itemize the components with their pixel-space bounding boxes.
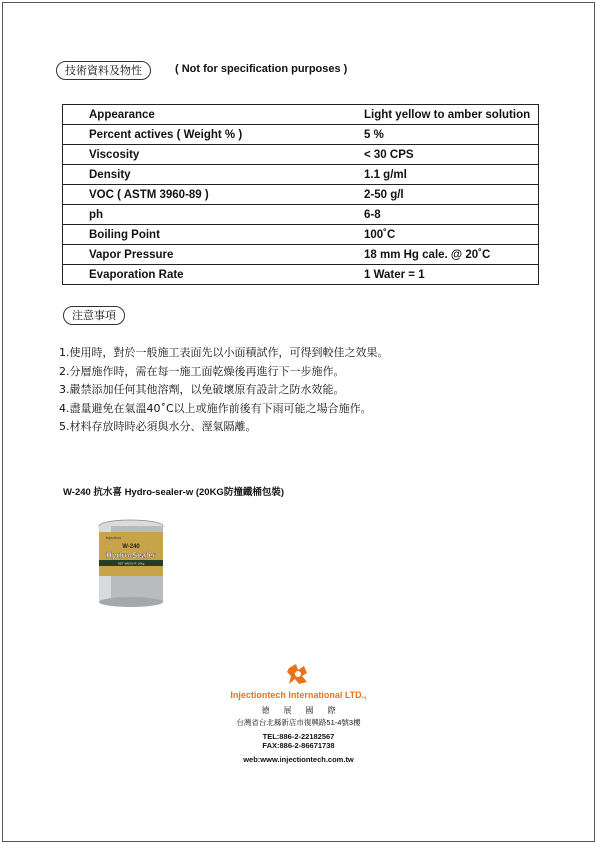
- spec-label: Appearance: [63, 105, 340, 125]
- note-item: 4.盡量避免在氣溫40˚C以上或施作前後有下雨可能之場合施作。: [59, 401, 372, 415]
- section-title: 技術資料及物性: [56, 61, 151, 80]
- spec-label: Density: [63, 165, 340, 185]
- company-name-zh: 德展國際: [261, 706, 350, 715]
- note-item: 5.材料存放時時必須與水分、溼氣隔離。: [59, 420, 257, 433]
- company-logo-icon: [285, 662, 311, 688]
- spec-value: 1.1 g/ml: [339, 165, 539, 185]
- spec-row: [63, 265, 539, 285]
- note-item: 1.使用時，對於一般施工表面先以小面積試作，可得到較佳之效果。: [59, 346, 389, 359]
- spec-value: 5 %: [339, 125, 539, 145]
- spec-value: 1 Water = 1: [339, 265, 539, 285]
- spec-label: Evaporation Rate: [63, 265, 340, 285]
- spec-value: 18 mm Hg cale. @ 20˚C: [339, 245, 539, 265]
- spec-disclaimer: ( Not for specification purposes ): [175, 63, 348, 75]
- company-website[interactable]: web:www.injectiontech.com.tw: [243, 755, 354, 764]
- notes-title: 注意事項: [63, 306, 125, 325]
- spec-label: VOC ( ASTM 3960-89 ): [63, 185, 340, 205]
- spec-label: Percent actives ( Weight % ): [63, 125, 340, 145]
- spec-value: 100˚C: [339, 225, 539, 245]
- note-item: 3.嚴禁添加任何其他溶劑，以免破壞原有設計之防水效能。: [59, 383, 345, 396]
- product-caption: W-240 抗水喜 Hydro-sealer-w (20KG防撞鐵桶包裝): [63, 487, 284, 498]
- spec-value: Light yellow to amber solution: [339, 105, 539, 125]
- spec-row: [63, 145, 539, 165]
- spec-row: [63, 105, 539, 125]
- spec-row: [63, 185, 539, 205]
- spec-label: Viscosity: [63, 145, 340, 165]
- spec-row: [63, 225, 539, 245]
- spec-value: 6-8: [339, 205, 539, 225]
- product-can-image: [96, 518, 166, 610]
- company-name-en: Injectiontech International LTD.,: [230, 690, 367, 700]
- can-brand: Injection: [106, 535, 121, 540]
- company-address: 台灣省台北縣新店市復興路51-4號3樓: [236, 718, 361, 727]
- can-code: W-240: [122, 544, 140, 550]
- note-item: 2.分層施作時，需在每一施工面乾燥後再進行下一步施作。: [59, 364, 345, 378]
- spec-label: Boiling Point: [63, 225, 340, 245]
- spec-row: [63, 125, 539, 145]
- spec-value: < 30 CPS: [339, 145, 539, 165]
- spec-row: [63, 245, 539, 265]
- company-tel: TEL:886-2-22182567: [262, 732, 335, 741]
- spec-label: Vapor Pressure: [63, 245, 340, 265]
- notes-list: [59, 344, 389, 437]
- can-name: Hydro-Sealer: [106, 551, 156, 560]
- company-fax: FAX:886-2-86671738: [262, 741, 335, 750]
- company-contact: [0, 732, 597, 750]
- spec-row: [63, 165, 539, 185]
- spec-label: ph: [63, 205, 340, 225]
- spec-table: [62, 104, 539, 285]
- can-net-weight: NET WEIGHT: 20kg: [117, 561, 145, 566]
- spec-value: 2-50 g/l: [339, 185, 539, 205]
- spec-row: [63, 205, 539, 225]
